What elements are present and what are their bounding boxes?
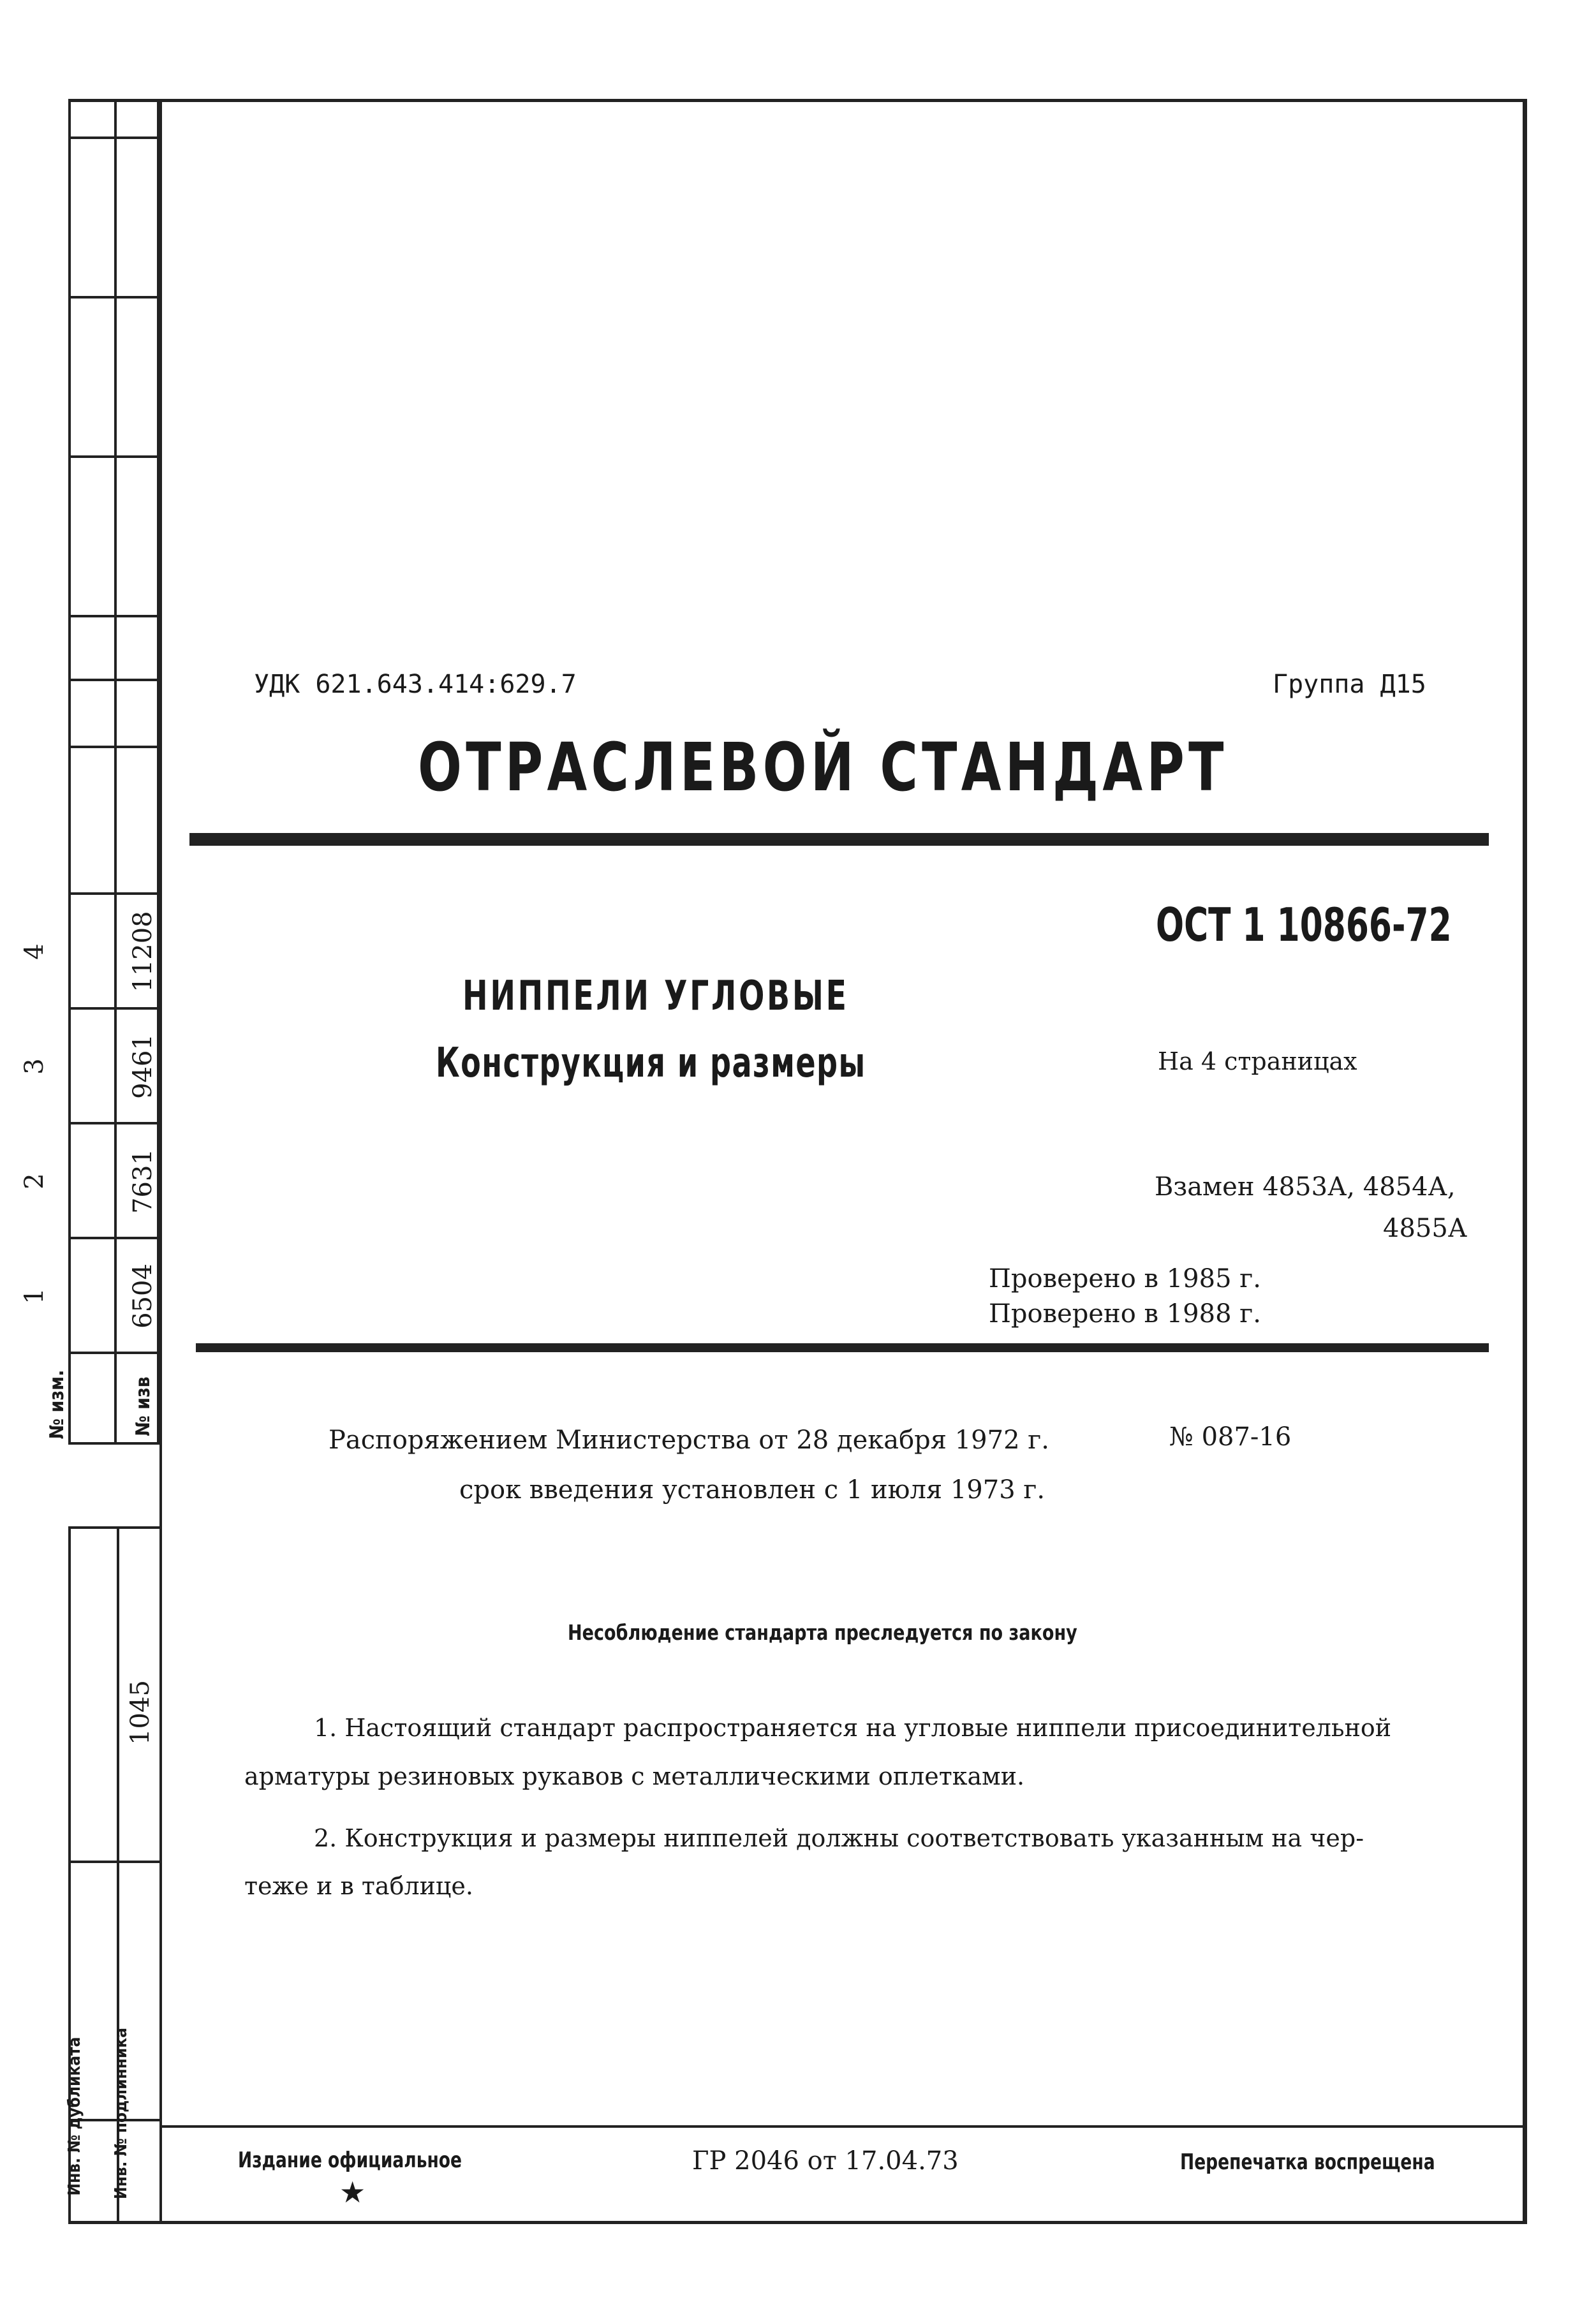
checked-1988: Проверено в 1988 г. [989, 1299, 1261, 1329]
reprint-prohibited: Перепечатка воспрещена [1180, 2149, 1435, 2175]
order-number: № 087-16 [1169, 1422, 1292, 1452]
label-original-inv: Инв. № подлинника [112, 2028, 131, 2199]
star-icon: ★ [339, 2175, 366, 2209]
inventory-number: 1045 [126, 1680, 155, 1745]
notice-number-1: 6504 [128, 1264, 158, 1329]
gr-registration: ГР 2046 от 17.04.73 [692, 2146, 959, 2176]
row-divider [71, 615, 157, 617]
udk-code: УДК 621.643.414:629.7 [254, 670, 577, 699]
replaces-line-2: 4855А [1383, 1214, 1468, 1243]
row-divider [71, 1861, 159, 1863]
title-rule [189, 833, 1489, 846]
official-edition: Издание официальное [238, 2148, 462, 2173]
standard-number: ОСТ 1 10866-72 [1156, 898, 1452, 952]
label-notice-no: № изв [132, 1376, 154, 1436]
standard-subtitle: Конструкция и размеры [436, 1040, 866, 1087]
column-divider [114, 101, 117, 1442]
paragraph-2-line-1: 2. Конструкция и размеры ниппелей должны соответствовать указанным на чер- [314, 1824, 1364, 1852]
order-line-2: срок введения установлен с 1 июля 1973 г. [459, 1475, 1046, 1505]
standard-name: НИППЕЛИ УГЛОВЫЕ [462, 973, 849, 1020]
replaces-line-1: Взамен 4853А, 4854А, [1155, 1172, 1456, 1202]
row-divider [71, 455, 157, 458]
row-divider [71, 296, 157, 299]
notice-number-4: 11208 [128, 911, 158, 992]
row-divider [71, 136, 157, 139]
checked-1985: Проверено в 1985 г. [989, 1264, 1261, 1294]
section-rule [196, 1343, 1489, 1352]
footer-rule [162, 2125, 1523, 2128]
order-line-1: Распоряжением Министерства от 28 декабря 1972 г. [329, 1426, 1049, 1455]
change-number-2: 2 [20, 1173, 49, 1190]
paragraph-1-line-2: арматуры резиновых рукавов с металлическими оплетками. [244, 1762, 1025, 1790]
change-number-4: 4 [20, 943, 49, 960]
page-count: На 4 страницах [1158, 1047, 1357, 1075]
page-frame [68, 99, 1527, 2224]
group-code: Группа Д15 [1273, 670, 1426, 699]
page-title: ОТРАСЛЕВОЙ СТАНДАРТ [418, 728, 1228, 806]
row-divider [71, 679, 157, 681]
legal-warning: Несоблюдение стандарта преследуется по закону [568, 1620, 1077, 1645]
paragraph-1-line-1: 1. Настоящий стандарт распространяется на угловые ниппели присоединительной [314, 1714, 1392, 1742]
change-number-1: 1 [20, 1288, 49, 1304]
paragraph-2-line-2: теже и в таблице. [244, 1872, 473, 1900]
change-number-3: 3 [20, 1058, 49, 1075]
label-change-no: № изм. [46, 1369, 68, 1440]
notice-number-2: 7631 [128, 1149, 158, 1214]
row-divider [71, 746, 157, 748]
label-duplicate-inv: Инв. № дубликата [65, 2037, 84, 2196]
notice-number-3: 9461 [128, 1034, 158, 1099]
